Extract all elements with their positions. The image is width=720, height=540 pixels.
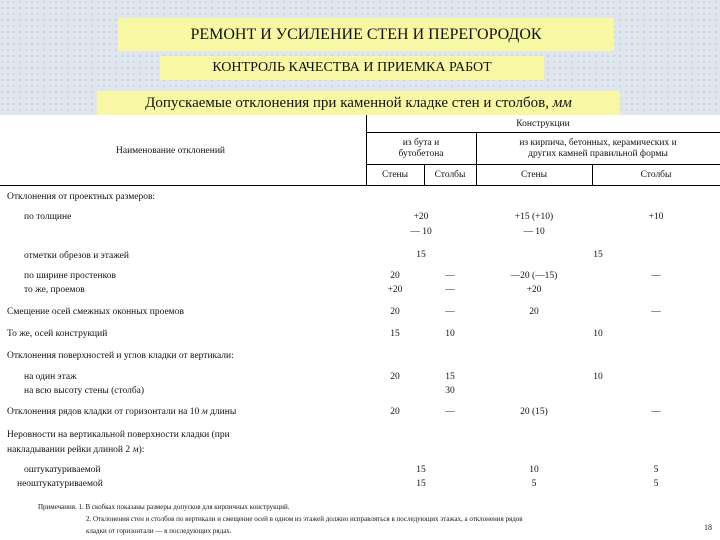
header-columns-1: Столбы [434, 170, 466, 180]
row-plastered-c12: 15 [416, 465, 426, 475]
heading-text: Допускаемые отклонения при каменной кладке стен и столбов, [145, 95, 549, 111]
row-pier-c2a: — [445, 271, 455, 281]
row-vertical-c1: 20 [390, 372, 400, 382]
row-plastered-c3: 10 [529, 465, 539, 475]
row-unevenness-text: накладывании рейки длиной 2 [7, 445, 131, 455]
row-unplastered: неоштукатуриваемой [17, 479, 103, 489]
row-window-axes: Смещение осей смежных оконных проемов [7, 307, 184, 317]
note-1: Примечания. 1. В скобках показаны размеры допусков для кирпичных конструкций. [38, 503, 290, 511]
header-columns-2: Столбы [640, 170, 672, 180]
row-unevenness-unit: м [132, 445, 139, 455]
row-unplastered-c12: 15 [416, 479, 426, 489]
row-window-axes-c4: — [651, 307, 661, 317]
note-3: кладки от горизонтали — в последующих рядах. [86, 527, 232, 535]
row-structure-axes-c34: 10 [593, 329, 603, 339]
row-structure-axes-c1: 15 [390, 329, 400, 339]
row-thickness: по толщине [24, 212, 72, 222]
row-horizontal-c4: — [651, 407, 661, 417]
row-pier-c1b: +20 [387, 285, 403, 295]
row-pier-c1a: 20 [390, 271, 400, 281]
row-vertical-c2a: 15 [445, 372, 455, 382]
row-window-axes-c3: 20 [529, 307, 539, 317]
header-constructions: Конструкции [516, 119, 570, 129]
row-floor-marks-c12: 15 [416, 250, 426, 260]
header-group1-line2: бутобетона [398, 149, 444, 159]
row-unplastered-c3: 5 [531, 479, 537, 489]
row-horizontal-c3: 20 (15) [520, 407, 548, 417]
row-pier-c4: — [651, 271, 661, 281]
header-bottom-line [0, 185, 720, 186]
row-horizontal-c1: 20 [390, 407, 400, 417]
row-floor-marks-c34: 15 [593, 250, 603, 260]
row-full-height: на всю высоту стены (столба) [24, 386, 145, 396]
row-pier-c3a: —20 (—15) [510, 271, 558, 281]
slide-subtitle: КОНТРОЛЬ КАЧЕСТВА И ПРИЕМКА РАБОТ [160, 56, 544, 80]
row-vertical-deviations: Отклонения поверхностей и углов кладки от вертикали: [7, 351, 234, 361]
row-horizontal-c2: — [445, 407, 455, 417]
row-horizontal-text: Отклонения рядов кладки от горизонтали на 10 [7, 407, 200, 417]
row-openings: то же, проемов [24, 285, 85, 295]
row-unevenness-line1: Неровности на вертикальной поверхности кладки (при [7, 430, 230, 440]
row-plastered: оштукатуриваемой [24, 465, 101, 475]
row-vertical-c34: 10 [593, 372, 603, 382]
row-horizontal-tail: длины [210, 407, 237, 417]
header-walls-1: Стены [381, 170, 409, 180]
row-thickness-c4: +10 [648, 212, 664, 222]
row-window-axes-c2: — [445, 307, 455, 317]
row-one-floor: на один этаж [24, 372, 77, 382]
note-2: 2. Отклонения стен и столбов по вертикали и смещение осей в одном из этажей должно исправляться в последующих этажах, а отклонения рядов [86, 515, 523, 523]
page-number: 18 [704, 523, 712, 532]
heading-unit: мм [552, 95, 572, 111]
header-divider-sub [366, 164, 720, 165]
row-unevenness-tail: ): [138, 445, 145, 455]
row-thickness-c1b: — 10 [410, 227, 432, 237]
header-divider-top [366, 132, 720, 133]
row-pier-width: по ширине простенков [24, 271, 116, 281]
row-structure-axes: То же, осей конструкций [7, 329, 108, 339]
tolerances-table [0, 115, 720, 540]
header-name: Наименование отклонений [116, 146, 225, 156]
row-design-deviations: Отклонения от проектных размеров: [7, 192, 156, 202]
slide-title: РЕМОНТ И УСИЛЕНИЕ СТЕН И ПЕРЕГОРОДОК [118, 18, 614, 51]
row-horizontal-unit: м [201, 407, 208, 417]
row-unevenness-line2 [7, 445, 144, 456]
header-group2-line2: других камней правильной формы [528, 149, 668, 159]
row-pier-c3b: +20 [526, 285, 542, 295]
row-thickness-c3b: — 10 [523, 227, 545, 237]
table-heading [97, 91, 620, 115]
row-horizontal-deviation [7, 407, 236, 418]
row-pier-c2b: — [445, 285, 455, 295]
row-unplastered-c4: 5 [653, 479, 659, 489]
row-vertical-c2b: 30 [445, 386, 455, 396]
header-group2-line1: из кирпича, бетонных, керамических и [519, 138, 677, 148]
row-thickness-c3a: +15 (+10) [514, 212, 554, 222]
row-window-axes-c1: 20 [390, 307, 400, 317]
row-thickness-c1a: +20 [413, 212, 429, 222]
row-plastered-c4: 5 [653, 465, 659, 475]
row-structure-axes-c2: 10 [445, 329, 455, 339]
row-floor-marks: отметки обрезов и этажей [24, 251, 129, 261]
header-group1-line1: из бута и [402, 138, 440, 148]
header-walls-2: Стены [520, 170, 548, 180]
